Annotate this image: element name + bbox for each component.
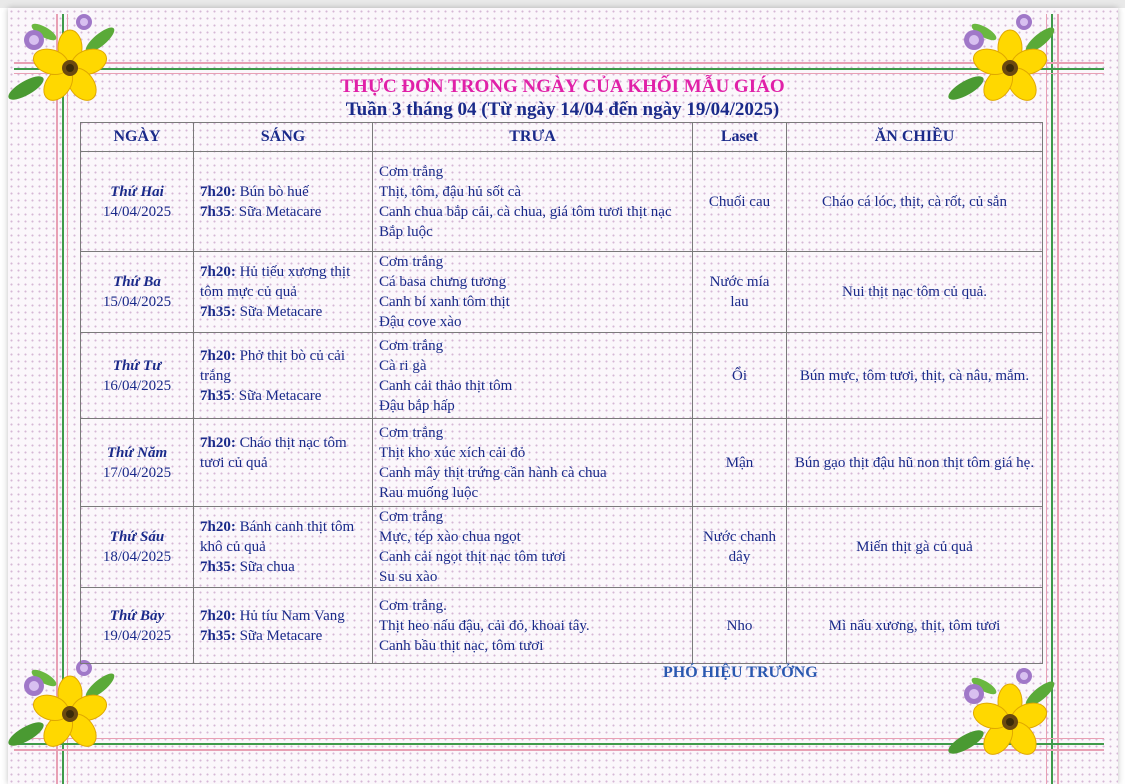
header-laset: Laset bbox=[693, 123, 787, 152]
meal-time: 7h20: bbox=[200, 435, 236, 451]
lunch-cell bbox=[373, 507, 693, 588]
afternoon-cell: Nui thịt nạc tôm củ quả. bbox=[787, 252, 1043, 333]
morning-cell bbox=[194, 419, 373, 507]
day-name: Thứ Năm bbox=[106, 444, 168, 461]
meal-time: 7h20: bbox=[200, 183, 236, 200]
meal-time: 7h35 bbox=[200, 387, 231, 404]
lunch-item: Cá basa chưng tương bbox=[379, 274, 507, 290]
meal-time: 7h35: bbox=[200, 304, 236, 320]
afternoon-cell: Miến thịt gà củ quả bbox=[787, 507, 1043, 588]
flower-decoration-bottom-left bbox=[4, 656, 124, 766]
laset-cell: Mận bbox=[693, 419, 787, 507]
day-cell bbox=[81, 333, 194, 419]
day-cell bbox=[81, 419, 194, 507]
meal-time: 7h20: bbox=[200, 264, 236, 280]
lunch-item: Cơm trắng bbox=[379, 509, 444, 525]
lunch-item: Cà ri gà bbox=[379, 357, 427, 374]
day-name: Thứ Bảy bbox=[109, 607, 165, 624]
table-row bbox=[81, 507, 1043, 588]
meal-text: Hủ tíu Nam Vang bbox=[235, 607, 345, 624]
lunch-item: Đậu cove xào bbox=[379, 314, 462, 330]
day-cell bbox=[81, 588, 194, 664]
meal-text: Sữa Metacare bbox=[235, 304, 323, 320]
day-cell bbox=[81, 152, 194, 252]
signature-title: PHÓ HIỆU TRƯỞNG bbox=[663, 664, 818, 681]
afternoon-cell: Mì nấu xương, thịt, tôm tươi bbox=[787, 588, 1043, 664]
meal-time: 7h20: bbox=[200, 519, 236, 535]
meal-text: Hủ tiếu xương thịt tôm mực củ quả bbox=[200, 264, 351, 300]
day-name: Thứ Sáu bbox=[109, 529, 165, 545]
table-row bbox=[81, 588, 1043, 664]
header-lunch: TRƯA bbox=[373, 123, 693, 152]
meal-text: Bún bò huế bbox=[235, 183, 309, 200]
lunch-item: Su su xào bbox=[379, 569, 438, 585]
laset-cell: Nho bbox=[693, 588, 787, 664]
lunch-item: Canh bí xanh tôm thịt bbox=[379, 294, 510, 310]
top-shadow bbox=[0, 0, 1125, 8]
laset-cell: Nước mía lau bbox=[693, 252, 787, 333]
menu-subtitle: Tuần 3 tháng 04 (Từ ngày 14/04 đến ngày 19/04/2025) bbox=[345, 99, 780, 120]
lunch-item: Canh bầu thịt nạc, tôm tươi bbox=[379, 637, 544, 654]
laset-cell: Chuối cau bbox=[693, 152, 787, 252]
meal-text: Phở thịt bò củ cải trắng bbox=[200, 347, 346, 384]
morning-cell bbox=[194, 252, 373, 333]
day-name: Thứ Tư bbox=[112, 357, 162, 374]
lunch-item: Thịt kho xúc xích cải đỏ bbox=[379, 444, 526, 461]
meal-time: 7h35: bbox=[200, 559, 236, 575]
header-morning: SÁNG bbox=[194, 123, 373, 152]
day-date: 19/04/2025 bbox=[102, 627, 172, 644]
lunch-item: Canh mây thịt trứng cần hành cà chua bbox=[379, 464, 607, 481]
day-date: 14/04/2025 bbox=[102, 203, 172, 220]
lunch-item: Cơm trắng. bbox=[379, 597, 447, 614]
lunch-item: Canh chua bắp cải, cà chua, giá tôm tươi thịt nạc bbox=[379, 203, 672, 220]
meal-text: Sữa Metacare bbox=[235, 627, 323, 644]
meal-text: Bánh canh thịt tôm khô củ quả bbox=[200, 519, 355, 555]
morning-cell bbox=[194, 507, 373, 588]
day-date: 16/04/2025 bbox=[102, 377, 172, 394]
table-header-row bbox=[81, 123, 1043, 152]
laset-cell: Ổi bbox=[693, 333, 787, 419]
flower-decoration-bottom-right bbox=[944, 664, 1064, 774]
lunch-item: Thịt heo nấu đậu, cải đỏ, khoai tây. bbox=[379, 617, 590, 634]
table-row bbox=[81, 152, 1043, 252]
header-afternoon: ĂN CHIỀU bbox=[787, 123, 1043, 152]
lunch-item: Cơm trắng bbox=[379, 337, 444, 354]
lunch-item: Bắp luộc bbox=[379, 223, 433, 240]
day-date: 18/04/2025 bbox=[102, 549, 172, 565]
day-name: Thứ Hai bbox=[110, 183, 164, 200]
meal-time: 7h35 bbox=[200, 203, 231, 220]
meal-text: Sữa chua bbox=[235, 559, 295, 575]
meal-time: 7h20: bbox=[200, 607, 236, 624]
lunch-item: Canh cải thảo thịt tôm bbox=[379, 377, 513, 394]
lunch-item: Thịt, tôm, đậu hủ sốt cà bbox=[379, 183, 522, 200]
meal-text: Cháo thịt nạc tôm tươi củ quả bbox=[200, 435, 347, 471]
table-row bbox=[81, 252, 1043, 333]
lunch-item: Cơm trắng bbox=[379, 163, 444, 180]
meal-time: 7h35: bbox=[200, 627, 236, 644]
morning-cell bbox=[194, 333, 373, 419]
meal-text: : Sữa Metacare bbox=[230, 387, 322, 404]
laset-cell: Nước chanh dây bbox=[693, 507, 787, 588]
day-date: 17/04/2025 bbox=[102, 464, 172, 481]
lunch-item: Cơm trắng bbox=[379, 254, 444, 270]
lunch-item: Cơm trắng bbox=[379, 424, 444, 441]
morning-cell bbox=[194, 152, 373, 252]
afternoon-cell: Bún gạo thịt đậu hũ non thịt tôm giá hẹ. bbox=[787, 419, 1043, 507]
lunch-item: Rau muống luộc bbox=[379, 484, 479, 501]
menu-table bbox=[80, 122, 1043, 664]
lunch-cell bbox=[373, 588, 693, 664]
lunch-cell bbox=[373, 152, 693, 252]
lunch-item: Canh cải ngọt thịt nạc tôm tươi bbox=[379, 549, 566, 565]
table-row bbox=[81, 419, 1043, 507]
day-date: 15/04/2025 bbox=[102, 294, 172, 310]
day-cell bbox=[81, 252, 194, 333]
day-cell bbox=[81, 507, 194, 588]
lunch-cell bbox=[373, 333, 693, 419]
meal-text: : Sữa Metacare bbox=[230, 203, 322, 220]
menu-title: THỰC ĐƠN TRONG NGÀY CỦA KHỐI MẪU GIÁO bbox=[340, 76, 785, 97]
lunch-item: Đậu bắp hấp bbox=[379, 397, 455, 414]
meal-time: 7h20: bbox=[200, 347, 236, 364]
afternoon-cell: Cháo cá lóc, thịt, cà rốt, củ sắn bbox=[787, 152, 1043, 252]
table-row bbox=[81, 333, 1043, 419]
morning-cell bbox=[194, 588, 373, 664]
lunch-item: Mực, tép xào chua ngọt bbox=[379, 529, 521, 545]
header-day: NGÀY bbox=[81, 123, 194, 152]
day-name: Thứ Ba bbox=[113, 274, 161, 290]
lunch-cell bbox=[373, 252, 693, 333]
lunch-cell bbox=[373, 419, 693, 507]
afternoon-cell: Bún mực, tôm tươi, thịt, cà nâu, mắm. bbox=[787, 333, 1043, 419]
